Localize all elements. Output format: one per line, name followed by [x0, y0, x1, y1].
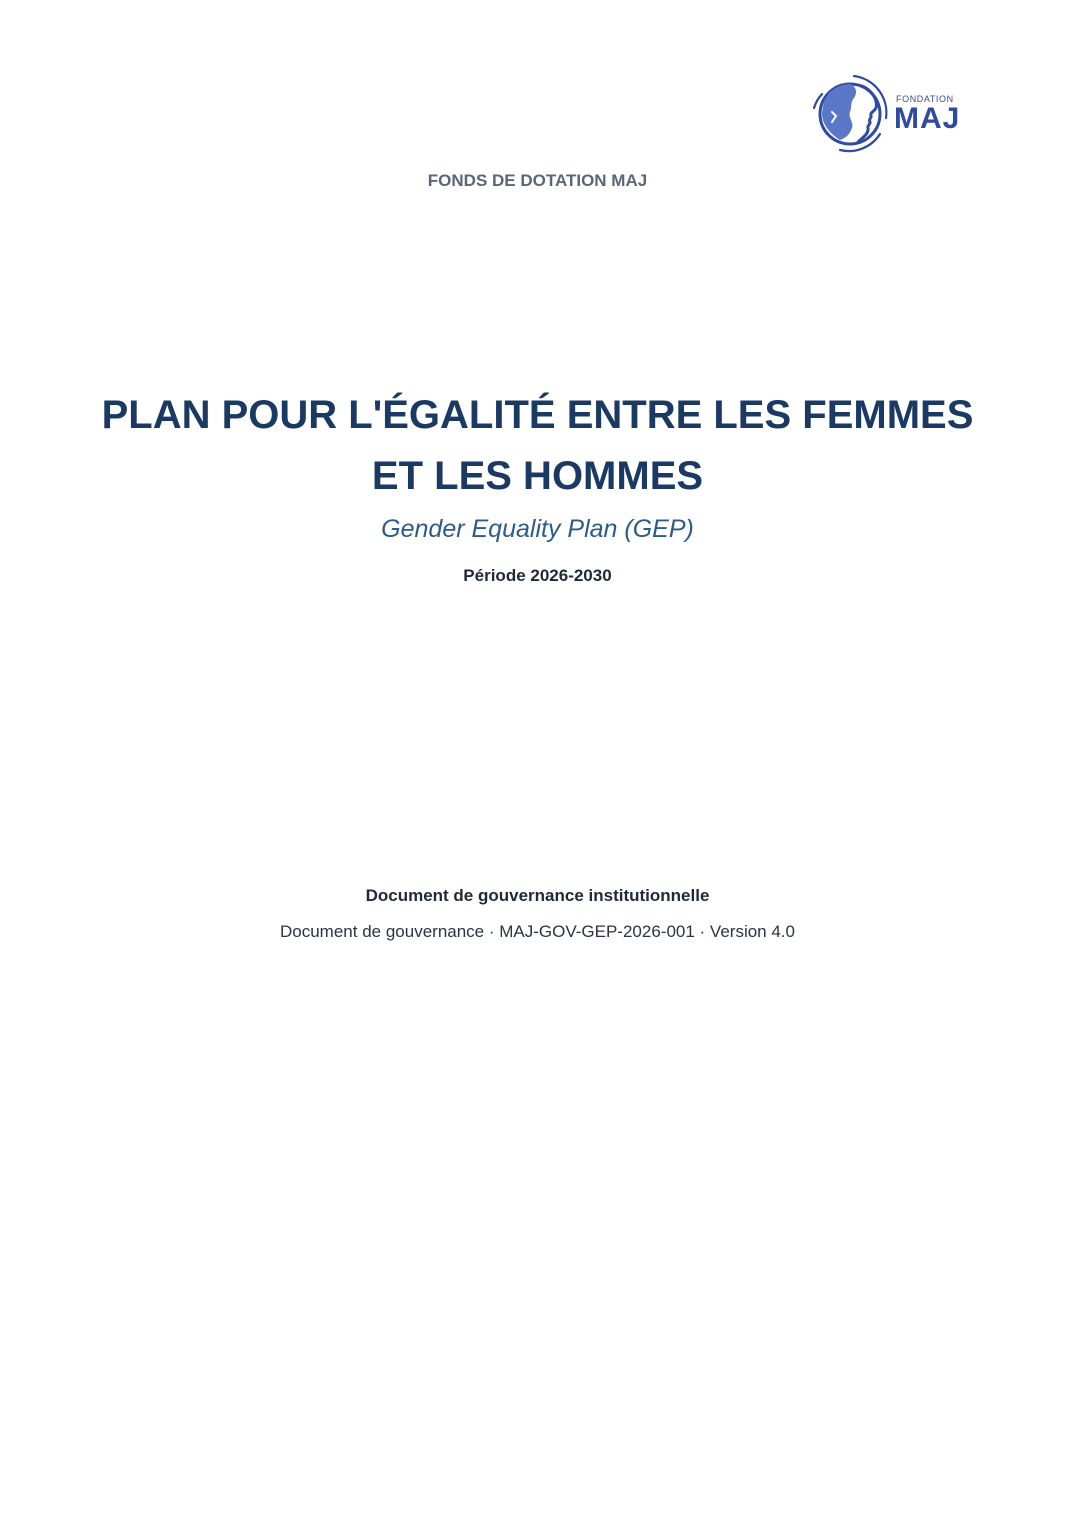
document-title: PLAN POUR L'ÉGALITÉ ENTRE LES FEMMES ET LES HOMMES	[101, 393, 974, 498]
logo-wordmark: MAJ	[894, 102, 961, 135]
logo-small-text: FONDATION	[896, 94, 954, 104]
document-type: Document de gouvernance institutionnelle	[365, 886, 710, 905]
fondation-maj-logo	[810, 72, 960, 154]
document-reference: Document de gouvernance · MAJ-GOV-GEP-2026-001 · Version 4.0	[280, 922, 795, 941]
document-subtitle: Gender Equality Plan (GEP)	[381, 515, 694, 543]
globe-face-icon	[810, 72, 890, 154]
organization-name: FONDS DE DOTATION MAJ	[427, 171, 648, 190]
document-period: Période 2026-2030	[463, 566, 612, 585]
